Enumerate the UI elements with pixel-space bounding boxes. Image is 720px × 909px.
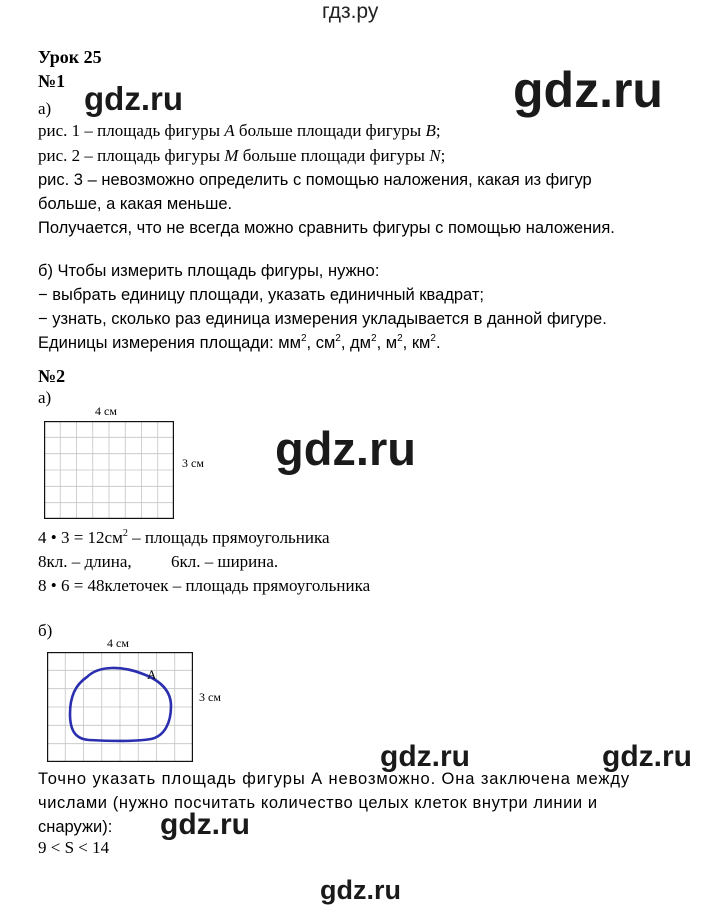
watermark-top-right: gdz.ru: [513, 62, 663, 118]
fig1-prefix: рис. 1 – площадь фигуры: [38, 121, 225, 140]
rect-a-grid: [44, 421, 174, 519]
fig1-var-b: B: [425, 121, 436, 140]
rect-b-height-label: 3 см: [199, 690, 221, 704]
watermark-mid-right: gdz.ru: [602, 740, 692, 773]
unit-m-exp: 2: [397, 333, 403, 344]
task2-answer-line2: числами (нужно посчитать количество целых клеток внутри линии и: [38, 794, 598, 812]
lesson-title: Урок 25: [38, 47, 102, 67]
figure-a-label: A: [147, 667, 157, 682]
calc1-exp: 2: [122, 528, 128, 539]
fig1-var-a: A: [224, 121, 235, 140]
rect-a-height-label: 3 см: [182, 456, 204, 470]
task2-dims-length: 8кл. – длина,: [38, 552, 132, 571]
watermark-top-left: gdz.ru: [84, 80, 183, 117]
unit-dm-exp: 2: [371, 333, 377, 344]
task2-part-a-label: а): [38, 388, 52, 407]
unit-cm-exp: 2: [335, 333, 341, 344]
fig2-prefix: рис. 2 – площадь фигуры: [38, 146, 225, 165]
units-sep1: ,: [306, 334, 316, 352]
units-prefix: Единицы измерения площади:: [38, 334, 279, 352]
units-sep4: ,: [402, 334, 412, 352]
watermark-mid-left: gdz.ru: [380, 740, 470, 773]
task1-part-b-line3: − узнать, сколько раз единица измерения укладывается в данной фигуре.: [38, 310, 607, 328]
task1-fig3-line2: больше, а какая меньше.: [38, 195, 233, 213]
units-sep3: ,: [376, 334, 386, 352]
task1-conclusion: Получается, что не всегда можно сравнить фигуры с помощью наложения.: [38, 219, 615, 237]
task2-answer-line3: снаружи):: [38, 818, 113, 836]
fig2-suffix: ;: [440, 146, 446, 165]
unit-mm-exp: 2: [300, 333, 307, 344]
task2-calc2: 8 • 6 = 48клеточек – площадь прямоугольника: [38, 576, 371, 595]
watermark-center: gdz.ru: [275, 422, 416, 475]
task1-part-b-line2: − выбрать единицу площади, указать единичный квадрат;: [38, 286, 485, 304]
task1-fig2: [38, 144, 445, 168]
rect-b-grid: [47, 652, 193, 762]
units-end: .: [435, 334, 441, 352]
task1-fig3-line1: рис. 3 – невозможно определить с помощью наложения, какая из фигур: [38, 171, 592, 189]
unit-km: км: [411, 334, 431, 352]
rect-a-width-label: 4 см: [95, 404, 117, 418]
task2-answer-line1: Точно указать площадь фигуры А невозможно. Она заключена между: [38, 770, 631, 788]
fig2-var-m: M: [224, 146, 239, 165]
task1-fig1: [38, 119, 441, 143]
task1-number: №1: [38, 71, 66, 91]
fig1-mid: больше площади фигуры: [234, 121, 426, 140]
task2-dims-width: 6кл. – ширина.: [171, 552, 279, 571]
unit-dm: дм: [350, 334, 371, 352]
task1-units: [38, 331, 441, 355]
calc1-text: 4 • 3 = 12см: [38, 528, 123, 547]
unit-mm: мм: [278, 334, 301, 352]
unit-km-exp: 2: [430, 333, 436, 344]
rect-a-gridlines: [44, 421, 174, 519]
unit-cm: см: [315, 334, 336, 352]
task2-number: №2: [38, 366, 66, 386]
rect-b-width-label: 4 см: [107, 636, 129, 650]
task2-calc1: [38, 526, 330, 550]
fig1-suffix: ;: [435, 121, 441, 140]
task2-part-b-label: б): [38, 621, 53, 640]
task1-part-b-line1: б) Чтобы измерить площадь фигуры, нужно:: [38, 262, 380, 280]
site-header: гдз.ру: [322, 0, 379, 23]
watermark-lower: gdz.ru: [160, 808, 250, 841]
units-sep2: ,: [340, 334, 351, 352]
watermark-bottom: gdz.ru: [320, 875, 401, 905]
calc1-suffix: – площадь прямоугольника: [127, 528, 330, 547]
task1-part-a-label: а): [38, 99, 52, 118]
fig2-var-n: N: [429, 146, 441, 165]
fig2-mid: больше площади фигуры: [238, 146, 430, 165]
task2-inequality: 9 < S < 14: [38, 838, 110, 857]
unit-m: м: [385, 334, 398, 352]
